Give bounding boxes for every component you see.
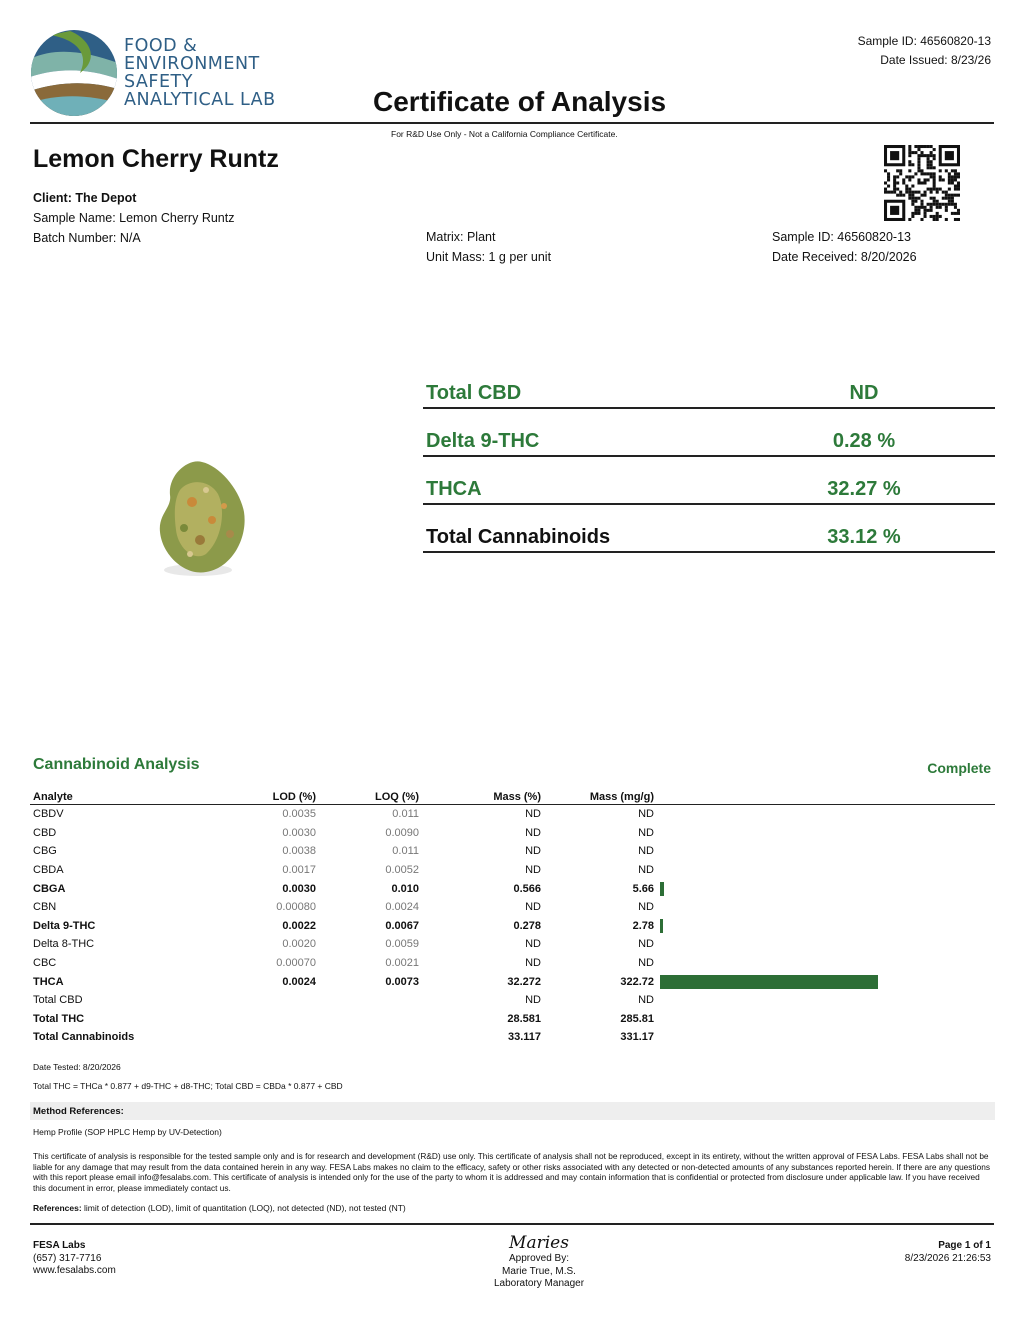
rnd-disclaimer: For R&D Use Only - Not a California Compliance Certificate.: [391, 129, 618, 139]
analyte-cell: CBN: [33, 901, 57, 914]
bar-cell: [654, 1028, 995, 1047]
lod-cell: 0.00080: [276, 901, 316, 914]
unit-mass: Unit Mass: 1 g per unit: [426, 250, 552, 264]
table-row: [30, 1028, 995, 1047]
bar-cell: [654, 991, 995, 1010]
approved-by-label: Approved By:: [508, 1253, 570, 1264]
sample-name: Sample Name: Lemon Cherry Runtz: [33, 211, 235, 225]
analyte-cell: Delta 8-THC: [33, 938, 95, 951]
page-title: Certificate of Analysis: [373, 86, 667, 117]
bar-cell: [654, 972, 995, 991]
table-row: [30, 917, 995, 936]
header-sample-id: Sample ID: 46560820-13: [857, 34, 991, 48]
loq-cell: 0.0024: [385, 901, 419, 914]
company-website[interactable]: www.fesalabs.com: [33, 1265, 116, 1276]
approver-name: Marie True, M.S.: [502, 1265, 576, 1277]
cannabinoid-table: [30, 789, 995, 1047]
bar-cell: [654, 861, 995, 880]
company-phone: (657) 317-7716: [33, 1252, 102, 1264]
mass-mgg-cell: 322.72: [620, 975, 654, 988]
analysis-title: Cannabinoid Analysis: [33, 756, 200, 773]
mass-mgg-cell: ND: [638, 957, 654, 970]
table-row: [30, 991, 995, 1010]
lod-cell: 0.0024: [282, 975, 316, 988]
table-row: [30, 954, 995, 973]
matrix: Matrix: Plant: [426, 230, 496, 244]
table-row: [30, 842, 995, 861]
client-info: [33, 188, 234, 248]
status-badge: Complete: [927, 760, 991, 776]
qr-code-image: [884, 145, 960, 221]
analyte-cell: CBG: [33, 845, 57, 858]
bar-cell: [654, 805, 995, 824]
matrix-info: [426, 227, 551, 267]
product-photo: [140, 450, 260, 590]
table-row: [30, 879, 995, 898]
summary-label: THCA: [426, 478, 482, 500]
references-label: References:: [33, 1203, 82, 1213]
method-header-bar: [30, 1102, 995, 1120]
lod-cell: 0.0035: [282, 808, 316, 821]
loq-cell: 0.0052: [385, 864, 419, 877]
logo-line: SAFETY: [124, 72, 193, 92]
potency-summary: [423, 361, 995, 551]
analyte-cell: CBGA: [33, 882, 66, 895]
lod-cell: 0.0030: [282, 882, 316, 895]
loq-cell: 0.011: [392, 845, 419, 858]
mass-mgg-cell: 5.66: [632, 882, 654, 895]
mass-pct-cell: ND: [525, 938, 541, 951]
summary-row: [423, 361, 995, 409]
lab-logo-mark: [30, 29, 118, 117]
summary-row: [423, 505, 995, 553]
mass-pct-cell: 28.581: [507, 1012, 541, 1025]
mass-pct-cell: ND: [525, 864, 541, 877]
batch-number: Batch Number: N/A: [33, 231, 141, 245]
footer-divider: [30, 1223, 994, 1225]
summary-label: Total Cannabinoids: [426, 526, 611, 548]
summary-label: Total CBD: [426, 382, 522, 404]
mass-mgg-cell: ND: [638, 808, 654, 821]
summary-value: 0.28 %: [832, 430, 896, 452]
receipt-info: [772, 227, 917, 267]
col-mass-mgg: Mass (mg/g): [541, 789, 654, 805]
mass-mgg-cell: ND: [638, 994, 654, 1007]
table-row: [30, 935, 995, 954]
mass-pct-cell: 32.272: [507, 975, 541, 988]
mass-mgg-cell: ND: [638, 845, 654, 858]
page-number: Page 1 of 1: [938, 1240, 991, 1251]
bar-cell: [654, 879, 995, 898]
report-timestamp: 8/23/2026 21:26:53: [904, 1252, 991, 1264]
summary-value: 32.27 %: [827, 478, 901, 500]
loq-cell: 0.0067: [385, 919, 419, 932]
loq-cell: [316, 1028, 419, 1047]
lod-cell: 0.0020: [282, 938, 316, 951]
loq-cell: 0.011: [392, 808, 419, 821]
concentration-bar: [660, 882, 664, 896]
footer-page-info: [905, 1240, 991, 1265]
col-bar: [654, 789, 995, 805]
analyte-cell: Total CBD: [33, 994, 83, 1007]
mass-mgg-cell: ND: [638, 864, 654, 877]
legal-disclaimer: This certificate of analysis is responsible for the tested sample only and is for research and development (R&D) use only. This certificate of analysis shall not be reproduced, except in its entirety, without the written approval of FESA Labs. FESA Labs shall not be liable for any damage that may result from the data contained herein in any way. FESA Labs makes no claim to the efficacy, safety or other risks associated with any detected or non-detected amounts of any substances reported herein. If there are any questions with this report please email info@fesalabs.com. This certificate of analysis is intended only for the use of the party to whom it is addressed and may contain information that is confidential or protected from disclosure under applicable law. If you have received this document in error, please immediately contact us.: [33, 1151, 990, 1193]
sample-title: Lemon Cherry Runtz: [33, 145, 279, 173]
sample-id: Sample ID: 46560820-13: [772, 230, 911, 244]
table-row: [30, 805, 995, 824]
loq-cell: 0.0073: [385, 975, 419, 988]
date-received: Date Received: 8/20/2026: [772, 250, 917, 264]
concentration-bar: [660, 919, 663, 933]
col-analyte: Analyte: [30, 789, 220, 805]
references: [33, 1203, 406, 1213]
lab-logo: [30, 29, 118, 117]
summary-row: [423, 457, 995, 505]
mass-mgg-cell: 2.78: [632, 919, 654, 932]
loq-cell: 0.0021: [385, 957, 419, 970]
lod-cell: [220, 991, 316, 1010]
lod-cell: 0.0038: [282, 845, 316, 858]
summary-label: Delta 9-THC: [426, 430, 540, 452]
method-text: Hemp Profile (SOP HPLC Hemp by UV-Detection): [33, 1127, 222, 1137]
analyte-cell: Total THC: [33, 1012, 85, 1025]
loq-cell: [316, 1010, 419, 1029]
references-text: limit of detection (LOD), limit of quantitation (LOQ), not detected (ND), not tested (NT): [81, 1203, 406, 1213]
approver-title: Laboratory Manager: [493, 1278, 585, 1289]
bar-cell: [654, 1010, 995, 1029]
mass-pct-cell: ND: [525, 901, 541, 914]
loq-cell: 0.010: [391, 882, 419, 895]
table-row: [30, 824, 995, 843]
footer-company: [33, 1240, 116, 1278]
col-mass-pct: Mass (%): [419, 789, 541, 805]
mass-pct-cell: ND: [525, 957, 541, 970]
mass-pct-cell: 0.278: [513, 919, 541, 932]
mass-mgg-cell: ND: [638, 901, 654, 914]
analyte-cell: Total Cannabinoids: [33, 1031, 135, 1044]
lod-cell: 0.0022: [282, 919, 316, 932]
method-title: Method References:: [33, 1106, 124, 1117]
qr-code[interactable]: [884, 145, 960, 221]
table-row: [30, 972, 995, 991]
analyte-cell: THCA: [33, 975, 64, 988]
mass-mgg-cell: 331.17: [620, 1031, 654, 1044]
loq-cell: [316, 991, 419, 1010]
mass-pct-cell: ND: [525, 808, 541, 821]
lod-cell: 0.0030: [282, 826, 316, 839]
summary-value: ND: [849, 382, 879, 404]
concentration-bar: [660, 975, 878, 989]
analyte-cell: Delta 9-THC: [33, 919, 96, 932]
analyte-cell: CBDV: [33, 808, 64, 821]
table-row: [30, 898, 995, 917]
lod-cell: [220, 1010, 316, 1029]
header-meta: [858, 32, 991, 70]
bar-cell: [654, 898, 995, 917]
mass-pct-cell: ND: [525, 845, 541, 858]
table-header-row: [30, 789, 995, 805]
bar-cell: [654, 954, 995, 973]
bar-cell: [654, 824, 995, 843]
footer-approval: [439, 1234, 639, 1291]
analyte-cell: CBDA: [33, 864, 64, 877]
loq-cell: 0.0059: [385, 938, 419, 951]
lod-cell: 0.00070: [276, 957, 316, 970]
summary-row: [423, 409, 995, 457]
loq-cell: 0.0090: [385, 826, 419, 839]
mass-mgg-cell: 285.81: [620, 1012, 654, 1025]
logo-line: ANALYTICAL LAB: [124, 90, 276, 110]
header-date-issued: Date Issued: 8/23/26: [880, 53, 991, 67]
mass-pct-cell: 33.117: [507, 1031, 541, 1044]
mass-pct-cell: ND: [525, 994, 541, 1007]
table-row: [30, 1010, 995, 1029]
company-name: FESA Labs: [33, 1240, 86, 1251]
mass-mgg-cell: ND: [638, 938, 654, 951]
header-divider: [30, 122, 994, 124]
date-tested: Date Tested: 8/20/2026: [33, 1062, 121, 1072]
summary-value: 33.12 %: [827, 526, 901, 548]
mass-mgg-cell: ND: [638, 826, 654, 839]
signature: Maries: [509, 1233, 569, 1253]
bar-cell: [654, 842, 995, 861]
bar-cell: [654, 917, 995, 936]
col-loq: LOQ (%): [316, 789, 419, 805]
client-name: Client: The Depot: [33, 191, 137, 205]
logo-line: ENVIRONMENT: [124, 54, 260, 74]
lab-logo-text: [124, 37, 276, 109]
analyte-cell: CBD: [33, 826, 57, 839]
lod-cell: 0.0017: [282, 864, 316, 877]
lod-cell: [220, 1028, 316, 1047]
mass-pct-cell: ND: [525, 826, 541, 839]
cannabis-bud-image: [140, 450, 260, 590]
col-lod: LOD (%): [220, 789, 316, 805]
analyte-cell: CBC: [33, 957, 57, 970]
bar-cell: [654, 935, 995, 954]
mass-pct-cell: 0.566: [513, 882, 541, 895]
total-formula: Total THC = THCa * 0.877 + d9-THC + d8-THC; Total CBD = CBDa * 0.877 + CBD: [33, 1081, 343, 1091]
table-row: [30, 861, 995, 880]
logo-line: FOOD &: [124, 36, 198, 56]
